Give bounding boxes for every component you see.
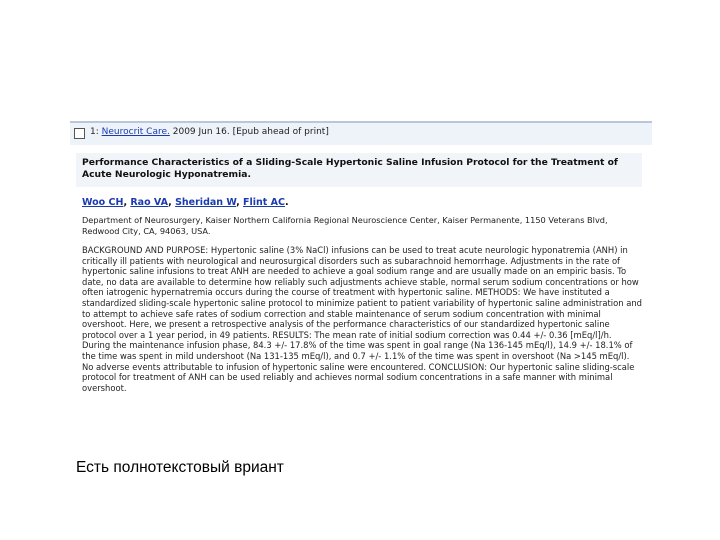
author-link[interactable]: Sheridan W bbox=[175, 197, 237, 208]
journal-link[interactable]: Neurocrit Care. bbox=[101, 127, 170, 137]
slide-caption: Есть полнотекстовый вриант bbox=[76, 459, 284, 476]
author-link[interactable]: Rao VA bbox=[130, 197, 169, 208]
author-separator: , bbox=[123, 197, 131, 208]
author-separator: . bbox=[284, 197, 289, 208]
author-list bbox=[82, 197, 289, 208]
record-header bbox=[70, 121, 652, 145]
citation-line bbox=[90, 127, 329, 137]
author-separator: , bbox=[236, 197, 243, 208]
record-number: 1: bbox=[90, 127, 99, 137]
article-title: Performance Characteristics of a Sliding-Scale Hypertonic Saline Infusion Protocol for the Treatment of Acute Neurologic Hyponatremia. bbox=[82, 157, 618, 180]
title-box bbox=[76, 153, 642, 187]
author-separator: , bbox=[168, 197, 176, 208]
abstract-text: BACKGROUND AND PURPOSE: Hypertonic saline (3% NaCl) infusions can be used to treat acute neurologic hyponatremia (ANH) in critically ill patients with neurological and neurosurgical disorders such as subarachnoid hemorrhage. Adjustments in the rate of hypertonic saline infusions to treat ANH are needed to achieve a goal sodium range and are usually made on an empiric basis. To date, no data are available to determine how reliably such adjustments achieve stable, normal serum sodium concentrations or how often iatrogenic hypernatremia occurs during the course of treatment with hypertonic saline. METHODS: We have instituted a standardized sliding-scale hypertonic saline protocol to minimize patient to patient variability of hypertonic saline administration and to attempt to achieve safe rates of sodium correction and stable maintenance of serum sodium concentration with minimal overshoot. Here, we present a retrospective analysis of the performance characteristics of our standardized hypertonic saline protocol over a 1 year period, in 49 patients. RESULTS: The mean rate of initial sodium correction was 0.44 +/- 0.36 [mEq/l]/h. During the maintenance infusion phase, 84.3 +/- 17.8% of the time was spent in goal range (Na 136-145 mEq/l), 14.9 +/- 18.1% of the time was spent in mild undershoot (Na 131-135 mEq/l), and 0.7 +/- 1.1% of the time was spent in overshoot (Na >145 mEq/l). No adverse events attributable to infusion of hypertonic saline were encountered. CONCLUSION: Our hypertonic saline sliding-scale protocol for treatment of ANH can be used reliably and achieves normal sodium concentrations in a safe manner with minimal overshoot. bbox=[82, 245, 642, 393]
author-link[interactable]: Flint AC bbox=[242, 197, 285, 208]
author-link[interactable]: Woo CH bbox=[82, 197, 124, 208]
record-checkbox[interactable] bbox=[74, 128, 85, 139]
pubmed-record bbox=[70, 121, 652, 421]
affiliation: Department of Neurosurgery, Kaiser Northern California Regional Neuroscience Center, Kaiser Permanente, 1150 Veterans Blvd, Redwood City, CA, 94063, USA. bbox=[82, 215, 608, 236]
citation-text: 2009 Jun 16. [Epub ahead of print] bbox=[169, 127, 329, 137]
